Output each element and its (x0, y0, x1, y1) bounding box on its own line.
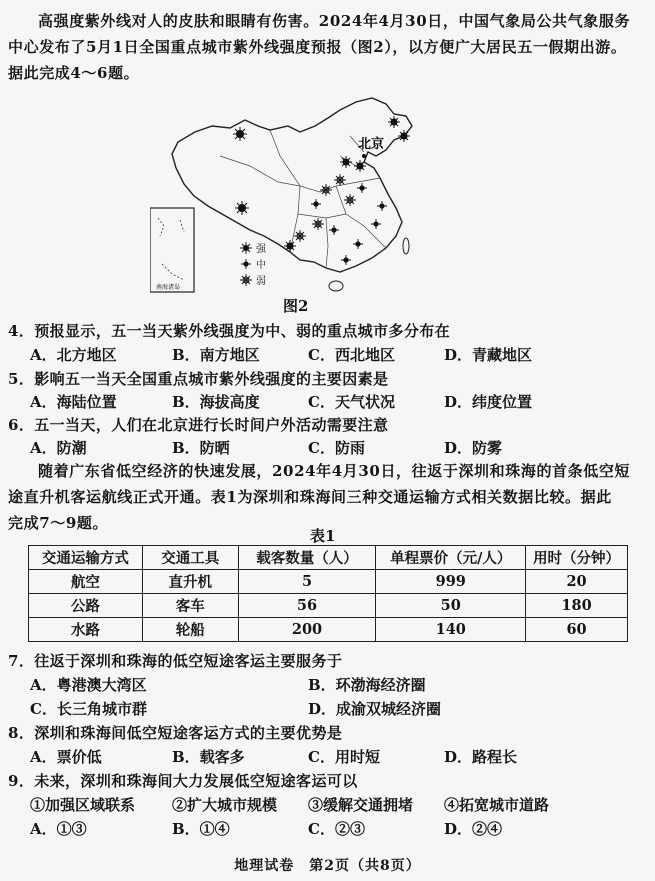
table-row (29, 570, 628, 594)
sun-strong-icon (340, 156, 352, 168)
legend-strong-label: 强 (256, 244, 266, 255)
table-cell: 180 (526, 594, 628, 618)
question-5-stem: 5．影响五一当天全国重点城市紫外线强度的主要因素是 (8, 370, 389, 388)
question-5-option-a: A．海陆位置 (30, 393, 117, 411)
question-6-stem: 6．五一当天，人们在北京进行长时间户外活动需要注意 (8, 416, 389, 434)
table-header: 交通运输方式 (29, 546, 143, 570)
table-cell: 水路 (29, 618, 143, 642)
question-9-item-4: ④拓宽城市道路 (444, 796, 550, 814)
sun-medium-icon (341, 255, 351, 265)
beijing-label: 北京 (358, 137, 385, 152)
taiwan-island (403, 238, 409, 254)
table-row (29, 594, 628, 618)
legend-strong (240, 242, 267, 255)
question-7-option-d: D．成渝双城经济圈 (308, 700, 442, 718)
question-9-stem: 9．未来，深圳和珠海间大力发展低空短途客运可以 (8, 772, 358, 790)
table-cell: 5 (238, 570, 376, 594)
table-title: 表1 (310, 527, 336, 545)
question-8-option-d: D．路程长 (444, 748, 518, 766)
legend-weak (240, 274, 266, 287)
sun-strong-icon (284, 240, 296, 252)
beijing-marker (362, 154, 366, 158)
question-4-option-a: A．北方地区 (30, 346, 117, 364)
sun-medium-icon (353, 239, 363, 249)
intro1-line1: 高强度紫外线对人的皮肤和眼睛有伤害。2024年4月30日，中国气象局公共气象服务 (38, 12, 631, 30)
question-5-option-c: C．天气状况 (308, 393, 395, 411)
table-cell: 航空 (29, 570, 143, 594)
legend-medium (241, 258, 266, 271)
question-9-item-2: ②扩大城市规模 (172, 796, 278, 814)
transport-table (28, 545, 628, 642)
intro-paragraph-1 (8, 8, 648, 86)
sun-strong-icon (235, 201, 249, 215)
sun-medium-icon (377, 201, 387, 211)
question-5-option-b: B．海拔高度 (172, 393, 260, 411)
sun-medium-icon (371, 219, 381, 229)
south-china-sea-inset (150, 208, 194, 292)
sun-weak-icon (320, 184, 332, 196)
table-cell: 140 (376, 618, 526, 642)
intro1-line2: 中心发布了5月1日全国重点城市紫外线强度预报（图2），以方便广大居民五一假期出游。 (8, 38, 627, 56)
table-row (29, 618, 628, 642)
question-8-stem: 8．深圳和珠海间低空短途客运方式的主要优势是 (8, 724, 343, 742)
figure-caption: 图2 (283, 297, 309, 315)
sun-strong-icon (388, 116, 400, 128)
question-9-option-d: D．②④ (444, 820, 503, 838)
question-8-option-b: B．载客多 (172, 748, 245, 766)
sun-strong-icon (233, 127, 247, 141)
question-7-option-b: B．环渤海经济圈 (308, 676, 426, 694)
table-cell: 50 (376, 594, 526, 618)
legend-medium-label: 中 (256, 260, 266, 271)
question-7-option-c: C．长三角城市群 (30, 700, 147, 718)
question-9-option-a: A．①③ (30, 820, 87, 838)
table-cell: 56 (238, 594, 376, 618)
table-cell: 直升机 (142, 570, 238, 594)
question-4-option-b: B．南方地区 (172, 346, 260, 364)
question-4-stem: 4．预报显示，五一当天紫外线强度为中、弱的重点城市多分布在 (8, 322, 451, 340)
intro2-line3: 完成7～9题。 (8, 514, 109, 532)
table-cell: 60 (526, 618, 628, 642)
question-9-option-b: B．①④ (172, 820, 230, 838)
sun-medium-icon (329, 225, 339, 235)
question-9-option-c: C．②③ (308, 820, 365, 838)
uv-forecast-map (150, 96, 450, 296)
map-legend (240, 242, 267, 287)
question-6-option-d: D．防雾 (444, 439, 503, 457)
hainan-island (329, 281, 343, 291)
table-cell: 客车 (142, 594, 238, 618)
question-4-option-d: D．青藏地区 (444, 346, 533, 364)
page-footer: 地理试卷 第2页（共8页） (234, 858, 421, 874)
question-4-option-c: C．西北地区 (308, 346, 395, 364)
intro1-line3: 据此完成4～6题。 (8, 64, 140, 82)
question-9-item-3: ③缓解交通拥堵 (308, 796, 414, 814)
question-7-stem: 7．往返于深圳和珠海的低空短途客运主要服务于 (8, 652, 343, 670)
question-9-item-1: ①加强区域联系 (30, 796, 136, 814)
question-7-option-a: A．粤港澳大湾区 (30, 676, 147, 694)
table-cell: 999 (376, 570, 526, 594)
table-header: 交通工具 (142, 546, 238, 570)
sun-medium-icon (311, 199, 321, 209)
question-6-option-b: B．防晒 (172, 439, 230, 457)
table-cell: 公路 (29, 594, 143, 618)
question-6-option-c: C．防雨 (308, 439, 365, 457)
sun-weak-icon (344, 194, 356, 206)
table-cell: 20 (526, 570, 628, 594)
question-8-option-a: A．票价低 (30, 748, 102, 766)
intro2-line1: 随着广东省低空经济的快速发展，2024年4月30日，往返于深圳和珠海的首条低空短 (38, 462, 631, 480)
question-5-option-d: D．纬度位置 (444, 393, 533, 411)
table-cell: 轮船 (142, 618, 238, 642)
question-6-option-a: A．防潮 (30, 439, 87, 457)
sun-weak-icon (294, 230, 306, 242)
sun-medium-icon (357, 183, 367, 193)
question-8-option-c: C．用时短 (308, 748, 380, 766)
legend-weak-label: 弱 (256, 276, 266, 287)
table-header: 单程票价（元/人） (376, 546, 526, 570)
table-header: 用时（分钟） (526, 546, 628, 570)
table-header-row (29, 546, 628, 570)
inset-label: 南海诸岛 (156, 284, 181, 291)
intro2-line2: 途直升机客运航线正式开通。表1为深圳和珠海间三种交通运输方式相关数据比较。据此 (8, 488, 612, 506)
table-header: 载客数量（人） (238, 546, 376, 570)
table-cell: 200 (238, 618, 376, 642)
sun-weak-icon (312, 218, 324, 230)
